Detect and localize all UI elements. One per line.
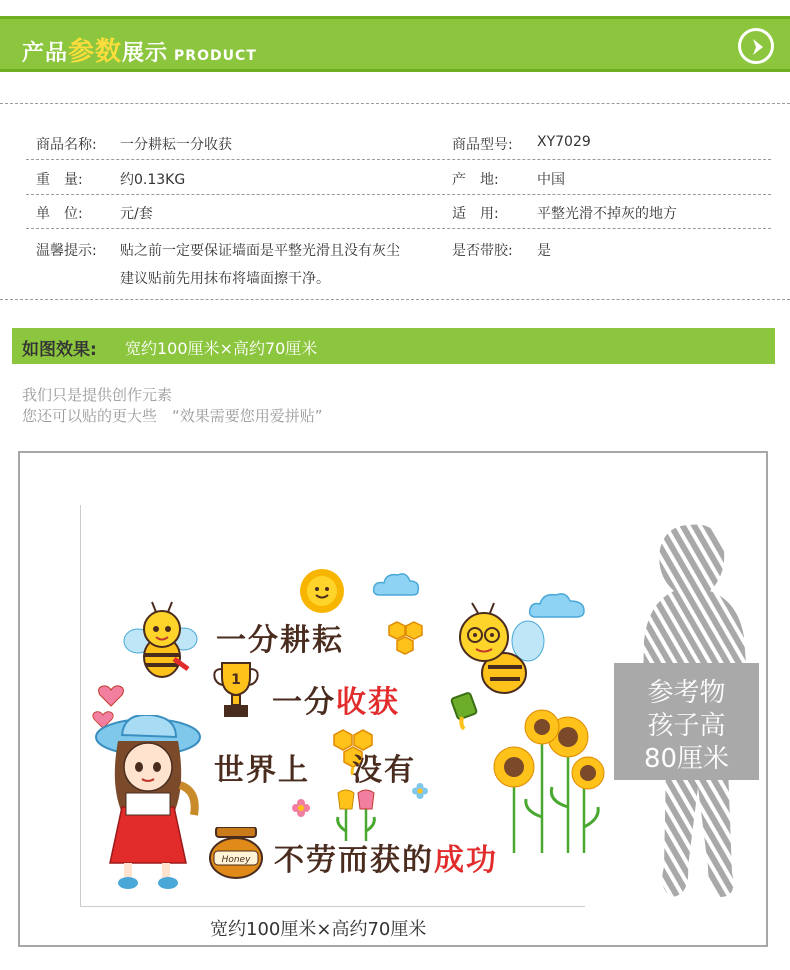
effect-value: 宽约100厘米×高约70厘米 (125, 339, 318, 358)
spec-label: 温馨提示: (36, 243, 97, 259)
honey-label: Honey (221, 855, 251, 865)
flower-icon (292, 799, 310, 817)
dimensions-caption: 宽约100厘米×高约70厘米 (210, 919, 427, 940)
spec-label: 产 地: (452, 172, 499, 188)
spec-row (26, 197, 771, 229)
spec-label: 商品名称: (36, 137, 97, 153)
slogan-line3 (214, 745, 416, 789)
slogan-text: 世界上 (214, 753, 310, 788)
spec-value: 一分耕耘一分收获 (120, 137, 232, 153)
title-en: PRODUCT (174, 48, 257, 64)
arrow-right-icon (738, 28, 774, 64)
reference-line2: 孩子高 (647, 711, 726, 741)
slogan-text: 一分耕耘 (216, 623, 344, 658)
spec-value: 元/套 (120, 206, 153, 222)
spec-label: 是否带胶: (452, 243, 513, 259)
spec-label: 单 位: (36, 206, 83, 222)
sunflower-icon (484, 707, 608, 857)
spec-value: 是 (537, 243, 551, 259)
title-accent: 参数 (68, 37, 123, 67)
heart-icon (98, 685, 124, 707)
girl-illustration (94, 715, 210, 893)
reference-line1: 参考物 (647, 678, 726, 708)
slogan-text: 一分 (272, 685, 336, 720)
tip-text-line1: 贴之前一定要保证墙面是平整光滑且没有灰尘 (120, 243, 400, 259)
slogan-line1 (216, 615, 344, 659)
spec-value: 约0.13KG (120, 172, 186, 188)
section-header (0, 16, 790, 72)
product-image-frame (18, 451, 768, 947)
effect-bar (12, 328, 775, 364)
spec-value: XY7029 (537, 134, 591, 150)
slogan-line2 (272, 677, 400, 721)
title-part2: 展示 (122, 41, 169, 66)
slogan-line4 (274, 835, 498, 879)
reference-line3: 80厘米 (643, 744, 730, 774)
reference-label (614, 663, 759, 780)
slogan-highlight: 收获 (336, 685, 400, 720)
slogan-highlight: 成功 (434, 843, 498, 878)
slogan-text: 不劳而获的 (274, 843, 434, 878)
slogan-text: 没有 (352, 753, 416, 788)
honey-jar-icon (208, 827, 264, 879)
spec-value: 平整光滑不掉灰的地方 (537, 206, 677, 222)
spec-value: 中国 (537, 172, 565, 188)
spec-row (26, 163, 771, 195)
tip-text-line2: 建议贴前先用抹布将墙面擦干净。 (120, 271, 330, 287)
spec-label: 重 量: (36, 172, 83, 188)
note-line2: 您还可以贴的更大些 “效果需要您用爱拼贴” (22, 407, 323, 425)
bee-icon (120, 599, 202, 685)
cloud-icon (372, 571, 422, 599)
note-line1: 我们只是提供创作元素 (22, 386, 173, 404)
spec-row (26, 128, 771, 160)
spec-label: 适 用: (452, 206, 499, 222)
trophy-icon (212, 659, 260, 721)
honeycomb-icon (388, 621, 424, 655)
divider (0, 299, 790, 300)
spec-label: 商品型号: (452, 137, 513, 153)
title-part1: 产品 (22, 41, 69, 66)
sun-icon (294, 563, 350, 619)
trophy-number: 1 (231, 672, 241, 688)
effect-label: 如图效果: (22, 340, 97, 360)
section-title (22, 31, 257, 68)
divider (0, 103, 790, 104)
